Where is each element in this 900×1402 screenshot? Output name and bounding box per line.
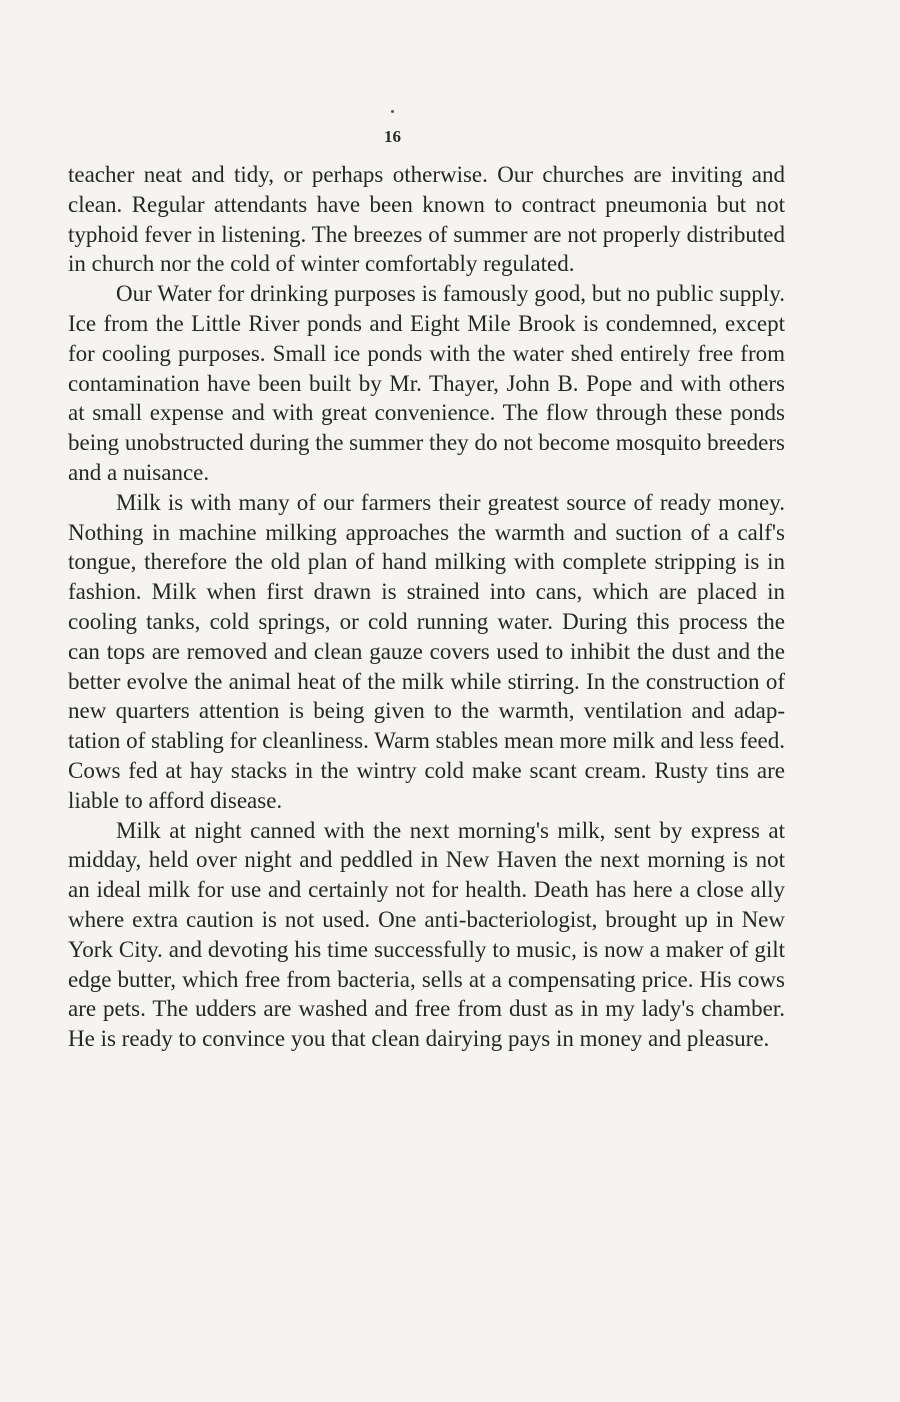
paragraph-milk-handling: Milk is with many of our farmers their greatest source of ready money. Nothing in machine milking approaches the warmth and suction of a calf's tongue, therefore the old plan of hand milking with complete stripping is in fashion. Milk when first drawn is strained into cans, which are placed in cooling tanks, cold springs, or cold running water. During this process the can tops are removed and clean gauze covers used to inhibit the dust and the better evolve the animal heat of the milk while stirring. In the construction of new quarters attention is being given to the warmth, ventilation and adaptation of stabling for cleanliness. Warm stables mean more milk and less feed. Cows fed at hay stacks in the wintry cold make scant cream. Rusty tins are liable to afford disease. <box>68 489 785 813</box>
paragraph-milk-delivery: Milk at night canned with the next morning's milk, sent by express at midday, held over night and peddled in New Haven the next morning is not an ideal milk for use and certainly not for health. Death has here a close ally where extra caution is not used. One anti-bacteriologist, brought up in New York City. and devoting his time successfully to music, is now a maker of gilt edge butter, which free from bacteria, sells at a compensating price. His cows are pets. The udders are washed and free from dust as in my lady's chamber. He is ready to convince you that clean dairying pays in money and pleasure. <box>68 817 785 1052</box>
paragraph-churches: teacher neat and tidy, or perhaps otherwise. Our churches are inviting and clean. Regular attendants have been known to contract pneumonia but not typhoid fever in listening. The breezes of summer are not properly distributed in church nor the cold of winter comfortably regulated. <box>68 162 785 277</box>
body-text <box>68 160 785 1054</box>
page-number: 16 <box>384 127 401 146</box>
ink-speck <box>391 110 394 113</box>
paragraph-water: Our Water for drinking purposes is famously good, but no public supply. Ice from the Little River ponds and Eight Mile Brook is condemned, except for cooling purposes. Small ice ponds with the water shed entirely free from contamination have been built by Mr. Thayer, John B. Pope and with others at small expense and with great convenience. The flow through these ponds being unobstructed during the summer they do not become mosquito breeders and a nuisance. <box>68 281 785 485</box>
